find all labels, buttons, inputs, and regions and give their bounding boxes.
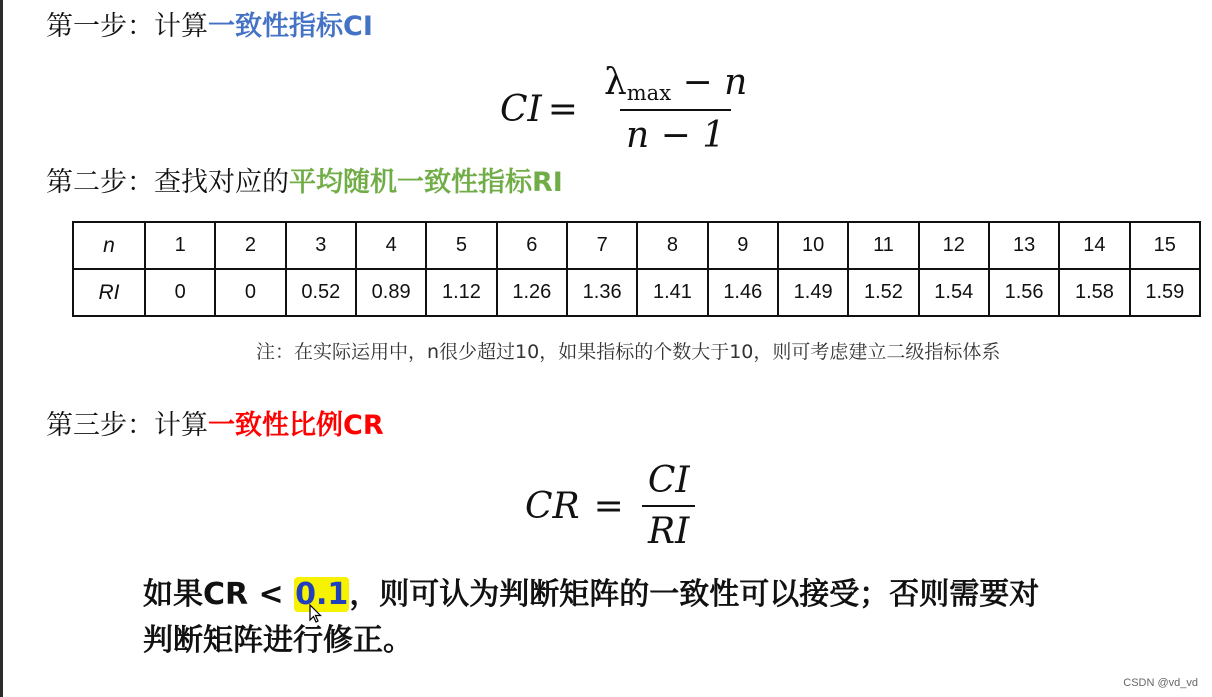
n-cell: 5 [426, 222, 496, 269]
ci-formula [500, 62, 753, 156]
step-three-prefix: 第三步：计算 [46, 410, 208, 441]
ri-table [72, 221, 1201, 317]
ri-cell: 0.52 [286, 269, 356, 316]
cr-formula-lhs: CR [525, 485, 580, 527]
n-cell: 4 [356, 222, 426, 269]
conclusion-text [143, 572, 1039, 664]
step-one-heading [46, 10, 373, 44]
n-cell: 10 [778, 222, 848, 269]
n-cell: 13 [989, 222, 1059, 269]
step-three-heading [46, 409, 384, 443]
lambda-subscript: max [626, 81, 672, 105]
n-cell: 6 [497, 222, 567, 269]
n-cell: 9 [708, 222, 778, 269]
n-cell: 11 [848, 222, 918, 269]
step-two-highlight: 平均随机一致性指标RI [289, 167, 563, 198]
step-two-prefix: 第二步：查找对应的 [46, 167, 289, 198]
ri-cell: 1.46 [708, 269, 778, 316]
ri-cell: 1.56 [989, 269, 1059, 316]
ri-cell: 1.54 [919, 269, 989, 316]
conclusion-line-1 [143, 572, 1039, 618]
conclusion-line-2: 判断矩阵进行修正。 [143, 623, 413, 658]
cr-formula-denominator: RI [642, 505, 695, 552]
ci-formula-fraction [598, 62, 753, 156]
threshold-value: 0.1 [295, 577, 349, 612]
ri-cell: 1.49 [778, 269, 848, 316]
n-cell: 1 [145, 222, 215, 269]
numerator-rest: − n [682, 62, 748, 103]
table-row-ri [73, 269, 1200, 316]
row-header-n: n [73, 222, 145, 269]
watermark: CSDN @vd_vd [1123, 677, 1198, 689]
ri-cell: 1.58 [1059, 269, 1129, 316]
conclusion-part-2: ，则可认为判断矩阵的一致性可以接受；否则需要对 [349, 577, 1040, 612]
n-cell: 7 [567, 222, 637, 269]
n-cell: 3 [286, 222, 356, 269]
step-three-highlight: 一致性比例CR [208, 410, 384, 441]
ri-cell: 1.26 [497, 269, 567, 316]
window-left-edge [0, 0, 3, 697]
cr-formula-fraction [642, 460, 696, 552]
lambda-symbol: λ [603, 62, 627, 103]
ri-cell: 0 [145, 269, 215, 316]
cr-formula-equals: = [593, 485, 624, 527]
mouse-cursor-icon [309, 604, 323, 624]
ri-cell: 1.41 [637, 269, 707, 316]
ri-cell: 1.12 [426, 269, 496, 316]
n-cell: 14 [1059, 222, 1129, 269]
n-cell: 12 [919, 222, 989, 269]
ri-cell: 0.89 [356, 269, 426, 316]
ci-formula-equals: = [547, 88, 578, 130]
n-cell: 8 [637, 222, 707, 269]
n-cell: 2 [215, 222, 285, 269]
ci-formula-numerator [598, 62, 753, 109]
ri-cell: 0 [215, 269, 285, 316]
table-note: 注：在实际运用中，n很少超过10，如果指标的个数大于10，则可考虑建立二级指标体系 [256, 341, 1001, 363]
ri-cell: 1.52 [848, 269, 918, 316]
n-cell: 15 [1130, 222, 1200, 269]
ri-cell: 1.36 [567, 269, 637, 316]
ri-cell: 1.59 [1130, 269, 1200, 316]
row-header-ri: RI [73, 269, 145, 316]
cr-formula [525, 460, 696, 552]
step-two-heading [46, 166, 563, 200]
conclusion-part-1: 如果CR < [143, 577, 295, 612]
ci-formula-denominator: n − 1 [620, 109, 731, 156]
cr-formula-numerator: CI [647, 460, 690, 501]
step-one-highlight: 一致性指标CI [208, 11, 373, 42]
ci-formula-lhs: CI [500, 88, 542, 130]
step-one-prefix: 第一步：计算 [46, 11, 208, 42]
table-row-n [73, 222, 1200, 269]
